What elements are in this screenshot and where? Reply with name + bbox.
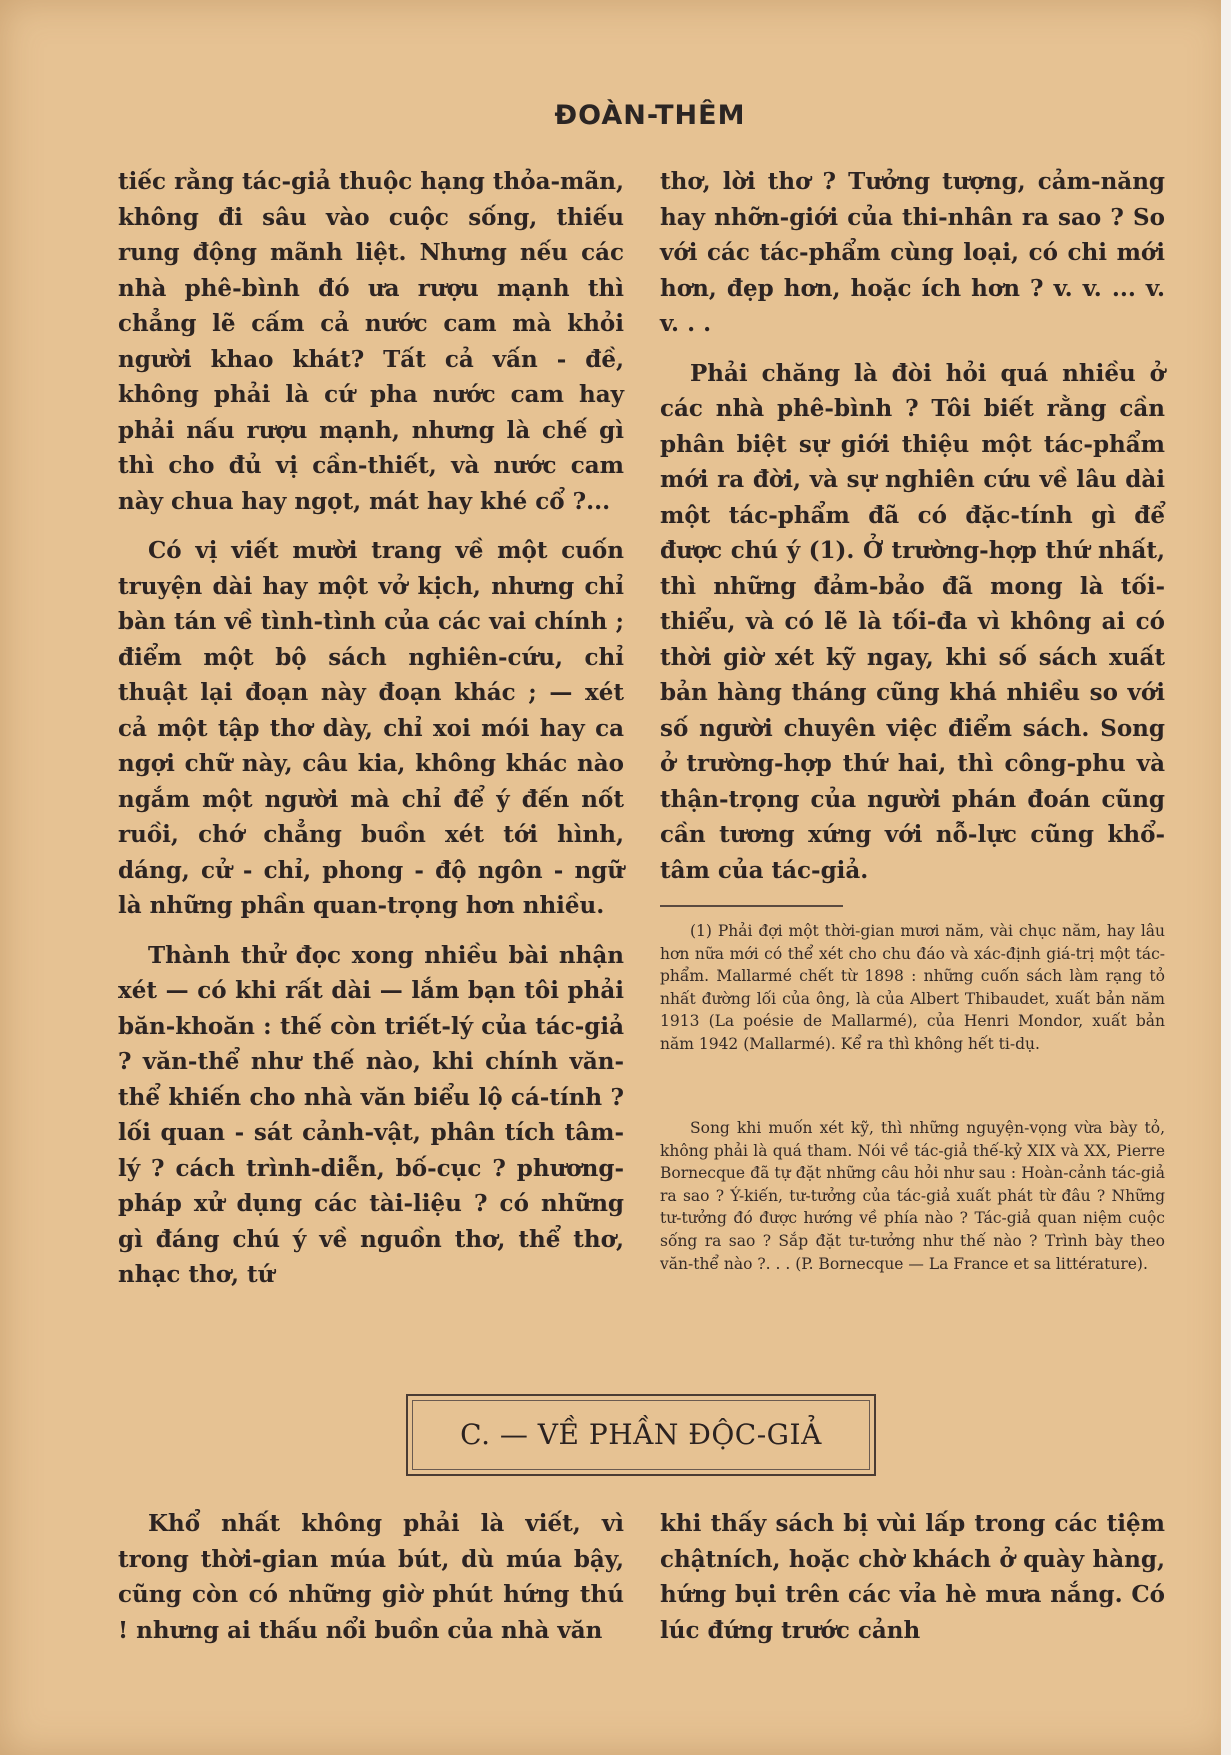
left-paragraph-3: Thành thử đọc xong nhiều bài nhận xét — có khi rất dài — lắm bạn tôi phải băn-khoăn : thế còn triết-lý của tác-giả ? văn-thể như thế nào, khi chính văn-thể khiến cho nhà văn biểu lộ cá-tính ? lối quan - sát cảnh-vật, phân tích tâm-lý ? cách trình-diễn, bố-cục ? phương-pháp xử dụng các tài-liệu ? có những gì đáng chú ý về nguồn thơ, thể thơ, nhạc thơ, tứ bbox=[118, 941, 624, 1288]
section-title: C. — VỀ PHẦN ĐỘC-GIẢ bbox=[460, 1418, 822, 1451]
left-column bbox=[118, 164, 624, 1293]
page-edge bbox=[1221, 0, 1231, 1755]
bottom-left-paragraph: Khổ nhất không phải là viết, vì trong thời-gian múa bút, dù múa bậy, cũng còn có những giờ phút hứng thú ! nhưng ai thấu nổi buồn của nhà văn bbox=[118, 1510, 624, 1644]
footnote-rule bbox=[660, 905, 843, 907]
left-paragraph-2: Có vị viết mười trang về một cuốn truyện dài hay một vở kịch, nhưng chỉ bàn tán về tình-tình của các vai chính ; điểm một bộ sách nghiên-cứu, chỉ thuật lại đoạn này đoạn khác ; — xét cả một tập thơ dày, chỉ xoi mói hay ca ngợi chữ này, câu kia, không khác nào ngắm một người mà chỉ để ý đến nốt ruồi, chớ chẳng buồn xét tới hình, dáng, cử - chỉ, phong - độ ngôn - ngữ là những phần quan-trọng hơn nhiều. bbox=[118, 537, 624, 919]
bottom-right-paragraph: khi thấy sách bị vùi lấp trong các tiệm chậtních, hoặc chờ khách ở quày hàng, hứng bụi trên các vỉa hè mưa nắng. Có lúc đứng trước cảnh bbox=[660, 1510, 1165, 1644]
right-paragraph-2: Phải chăng là đòi hỏi quá nhiều ở các nhà phê-bình ? Tôi biết rằng cần phân biệt sự giới thiệu một tác-phẩm mới ra đời, và sự nghiên cứu về lâu dài một tác-phẩm đã có đặc-tính gì để được chú ý (1). Ở trường-hợp thứ nhất, thì những đảm-bảo đã mong là tối-thiểu, và có lẽ là tối-đa vì không ai có thời giờ xét kỹ ngay, khi số sách xuất bản hàng tháng cũng khá nhiều so với số người chuyên việc điểm sách. Song ở trường-hợp thứ hai, thì công-phu và thận-trọng của người phán đoán cũng cần tương xứng với nỗ-lực cũng khổ-tâm của tác-giả. bbox=[660, 359, 1165, 884]
section-heading-box bbox=[406, 1394, 876, 1476]
right-paragraph-1: thơ, lời thơ ? Tưởng tượng, cảm-năng hay nhỡn-giới của thi-nhân ra sao ? So với các tác-phẩm cùng loại, có chi mới hơn, đẹp hơn, hoặc ích hơn ? v. v. ... v. v. . . bbox=[660, 168, 1165, 337]
running-header: ĐOÀN-THÊM bbox=[554, 100, 746, 131]
left-paragraph-1: tiếc rằng tác-giả thuộc hạng thỏa-mãn, không đi sâu vào cuộc sống, thiếu rung động mãnh liệt. Nhưng nếu các nhà phê-bình đó ưa rượu mạnh thì chẳng lẽ cấm cả nước cam mà khỏi người khao khát? Tất cả vấn - đề, không phải là cứ pha nước cam hay phải nấu rượu mạnh, nhưng là chế gì thì cho đủ vị cần-thiết, và nước cam này chua hay ngọt, mát hay khé cổ ?... bbox=[118, 168, 624, 515]
right-column bbox=[660, 164, 1165, 888]
footnote-2: Song khi muốn xét kỹ, thì những nguyện-vọng vừa bày tỏ, không phải là quá tham. Nói về tác-giả thế-kỷ XIX và XX, Pierre Bornecque đã tự đặt những câu hỏi như sau : Hoàn-cảnh tác-giả ra sao ? Ý-kiến, tư-tưởng của tác-giả xuất phát từ đâu ? Những tư-tưởng đó được hướng về phía nào ? Tác-giả quan niệm cuộc sống ra sao ? Sắp đặt tư-tưởng như thế nào ? Trình bày theo văn-thể nào ?. . . (P. Bornecque — La France et sa littérature). bbox=[660, 1119, 1165, 1273]
footnote-1: (1) Phải đợi một thời-gian mươi năm, vài chục năm, hay lâu hơn nữa mới có thể xét cho chu đáo và xác-định giá-trị một tác-phẩm. Mallarmé chết từ 1898 : những cuốn sách làm rạng tỏ nhất đường lối của ông, là của Albert Thibaudet, xuất bản năm 1913 (La poésie de Mallarmé), của Henri Mondor, xuất bản năm 1942 (Mallarmé). Kể ra thì không hết ti-dụ. bbox=[660, 922, 1165, 1053]
